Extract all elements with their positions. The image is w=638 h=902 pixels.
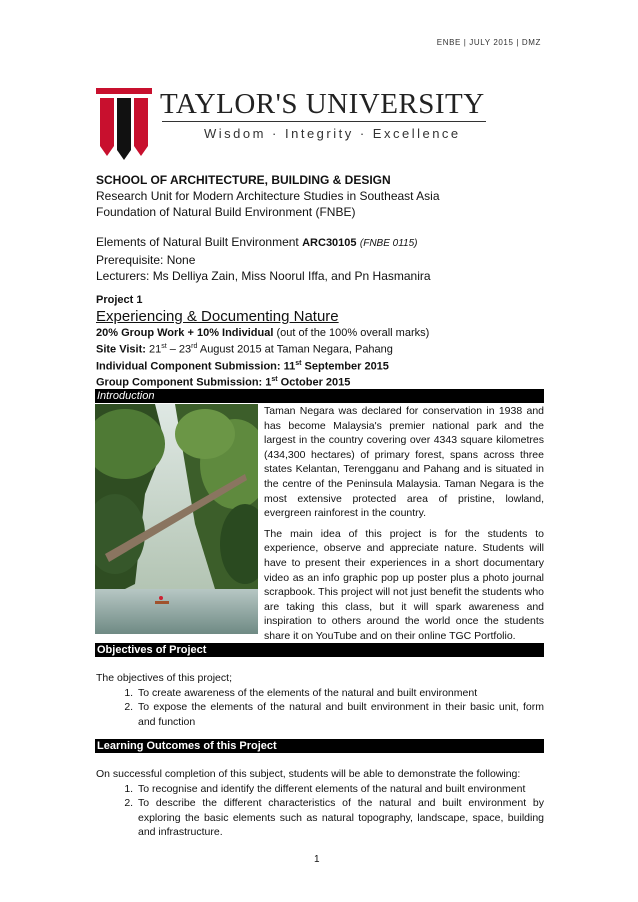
site-visit xyxy=(96,340,544,357)
objectives-list xyxy=(96,686,544,730)
logo-tagline: Wisdom · Integrity · Excellence xyxy=(204,126,461,141)
university-logo xyxy=(96,88,488,160)
list-item: 1. To recognise and identify the different elements of the natural and built environment xyxy=(136,782,544,797)
objectives-lead: The objectives of this project; xyxy=(96,672,232,684)
group-submission xyxy=(96,373,544,390)
site-mid: – 23 xyxy=(166,343,192,356)
intro-paragraph-1: Taman Negara was declared for conservation in 1938 and has become Malaysia's premier national park and the largest in the country covering over 4343 square kilometres (434,300 hectares) of primary forest, spans across three states Kelantan, Terengganu and Pahang and is situated in the centre of the Peninsula Malaysia. Taman Negara is the most extensive protected area of pristine, lowland, evergreen rainforest in the country. xyxy=(264,405,544,520)
module-line xyxy=(96,234,544,252)
introduction-heading: Introduction xyxy=(95,389,544,403)
site-day1: 21 xyxy=(149,343,162,356)
objectives-heading: Objectives of Project xyxy=(95,643,544,657)
project-block xyxy=(96,292,544,390)
school-block xyxy=(96,172,544,220)
photo-image xyxy=(95,404,258,634)
grp-sup: st xyxy=(271,376,278,384)
site-sup2: rd xyxy=(191,343,198,350)
header-meta: ENBE | JULY 2015 | DMZ xyxy=(436,38,541,47)
list-item: 1. To create awareness of the elements of the natural and built environment xyxy=(136,686,544,701)
rainforest-photo xyxy=(95,404,258,634)
ind-rest: September 2015 xyxy=(301,360,389,373)
project-label: Project 1 xyxy=(96,294,143,306)
grp-rest: October 2015 xyxy=(277,376,351,389)
list-item: 2. To describe the different characteristics of the natural and built environment by exploring the basic elements such as natural topography, landscape, space, building and infrastructure. xyxy=(136,796,544,840)
logo-divider xyxy=(162,121,486,122)
outcomes-lead: On successful completion of this subject, students will be able to demonstrate the following: xyxy=(96,768,521,780)
objectives-section xyxy=(96,671,544,729)
outcomes-section xyxy=(96,767,544,840)
list-item: 2. To expose the elements of the natural and built environment in their basic unit, form and function xyxy=(136,700,544,729)
module-code-alt: (FNBE 0115) xyxy=(359,238,418,249)
project-weight xyxy=(96,326,544,340)
individual-submission xyxy=(96,357,544,374)
research-unit: Research Unit for Modern Architecture Studies in Southeast Asia xyxy=(96,189,440,203)
module-block xyxy=(96,234,544,284)
site-sup1: st xyxy=(161,343,167,350)
ind-label: Individual Component Submission: 11 xyxy=(96,360,296,373)
site-label: Site Visit: xyxy=(96,343,146,356)
site-rest: August 2015 at Taman Negara, Pahang xyxy=(197,343,393,356)
lecturers: Lecturers: Ms Delliya Zain, Miss Noorul Iffa, and Pn Hasmanira xyxy=(96,269,431,283)
grp-label: Group Component Submission: 1 xyxy=(96,376,272,389)
logo-name: TAYLOR'S UNIVERSITY xyxy=(160,88,485,120)
school-title: SCHOOL OF ARCHITECTURE, BUILDING & DESIGN xyxy=(96,173,391,187)
learning-outcomes-heading: Learning Outcomes of this Project xyxy=(95,739,544,753)
weight-bold: 20% Group Work + 10% Individual xyxy=(96,327,274,339)
module-name: Elements of Natural Built Environment xyxy=(96,235,299,249)
intro-paragraph-2: The main idea of this project is for the students to experience, observe and appreciate nature. Students will have to present their experiences in a short documentary video as an info graphic pop up poster plus a photo journal scrapbook. This project will not just benefit the students who are taking this class, but it will spark awareness and inspiration to others around the world once the students share it on YouTube and on their online TGC Portfolio. xyxy=(264,527,544,642)
project-title: Experiencing & Documenting Nature xyxy=(96,308,339,325)
crest-icon xyxy=(96,88,152,160)
foundation-name: Foundation of Natural Build Environment (FNBE) xyxy=(96,205,356,219)
outcomes-list xyxy=(96,782,544,840)
ind-sup: st xyxy=(295,359,302,367)
introduction-text xyxy=(264,404,544,650)
weight-rest: (out of the 100% overall marks) xyxy=(276,327,430,339)
prerequisite: Prerequisite: None xyxy=(96,253,196,267)
page-number: 1 xyxy=(314,854,320,865)
module-code: ARC30105 xyxy=(302,237,357,249)
